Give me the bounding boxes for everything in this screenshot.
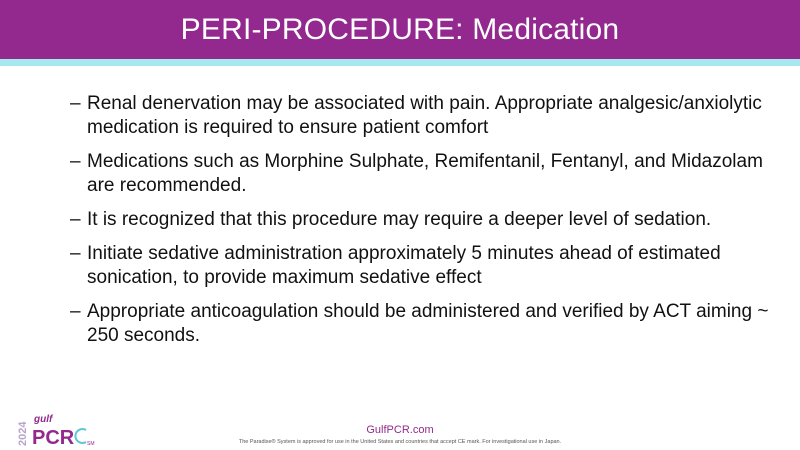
bullet-dash: – bbox=[70, 243, 81, 264]
logo-brand: PCR bbox=[32, 427, 75, 448]
bullet-item bbox=[70, 92, 770, 140]
bullet-text: Appropriate anticoagulation should be administered and verified by ACT aiming ~ 250 seconds. bbox=[87, 301, 769, 346]
bullet-text: Medications such as Morphine Sulphate, Remifentanil, Fentanyl, and Midazolam are recommended. bbox=[87, 151, 763, 196]
bullet-text: It is recognized that this procedure may require a deeper level of sedation. bbox=[87, 209, 712, 230]
logo-suffix: SM bbox=[87, 441, 95, 447]
logo-year: 2024 bbox=[17, 421, 29, 446]
logo-gulf: gulf bbox=[34, 414, 53, 425]
bullet-dash: – bbox=[70, 209, 81, 230]
header-accent-stripe bbox=[0, 59, 800, 66]
bullet-dash: – bbox=[70, 93, 81, 114]
footer-disclaimer: The Paradise® System is approved for use in the United States and countries that accept CE mark. For investigational use in Japan. bbox=[238, 439, 562, 445]
bullet-list bbox=[70, 92, 770, 358]
slide-title: PERI-PROCEDURE: Medication bbox=[180, 12, 620, 46]
bullet-item bbox=[70, 150, 770, 198]
bullet-text: Renal denervation may be associated with pain. Appropriate analgesic/anxiolytic medication is required to ensure patient comfort bbox=[87, 93, 762, 138]
bullet-dash: – bbox=[70, 301, 81, 322]
bullet-item bbox=[70, 208, 770, 232]
bullet-item bbox=[70, 300, 770, 348]
footer-site-link[interactable]: GulfPCR.com bbox=[366, 424, 434, 436]
bullet-text: Initiate sedative administration approximately 5 minutes ahead of estimated sonication, to provide maximum sedative effect bbox=[87, 243, 721, 288]
bullet-dash: – bbox=[70, 151, 81, 172]
slide-header bbox=[0, 0, 800, 59]
bullet-item bbox=[70, 242, 770, 290]
